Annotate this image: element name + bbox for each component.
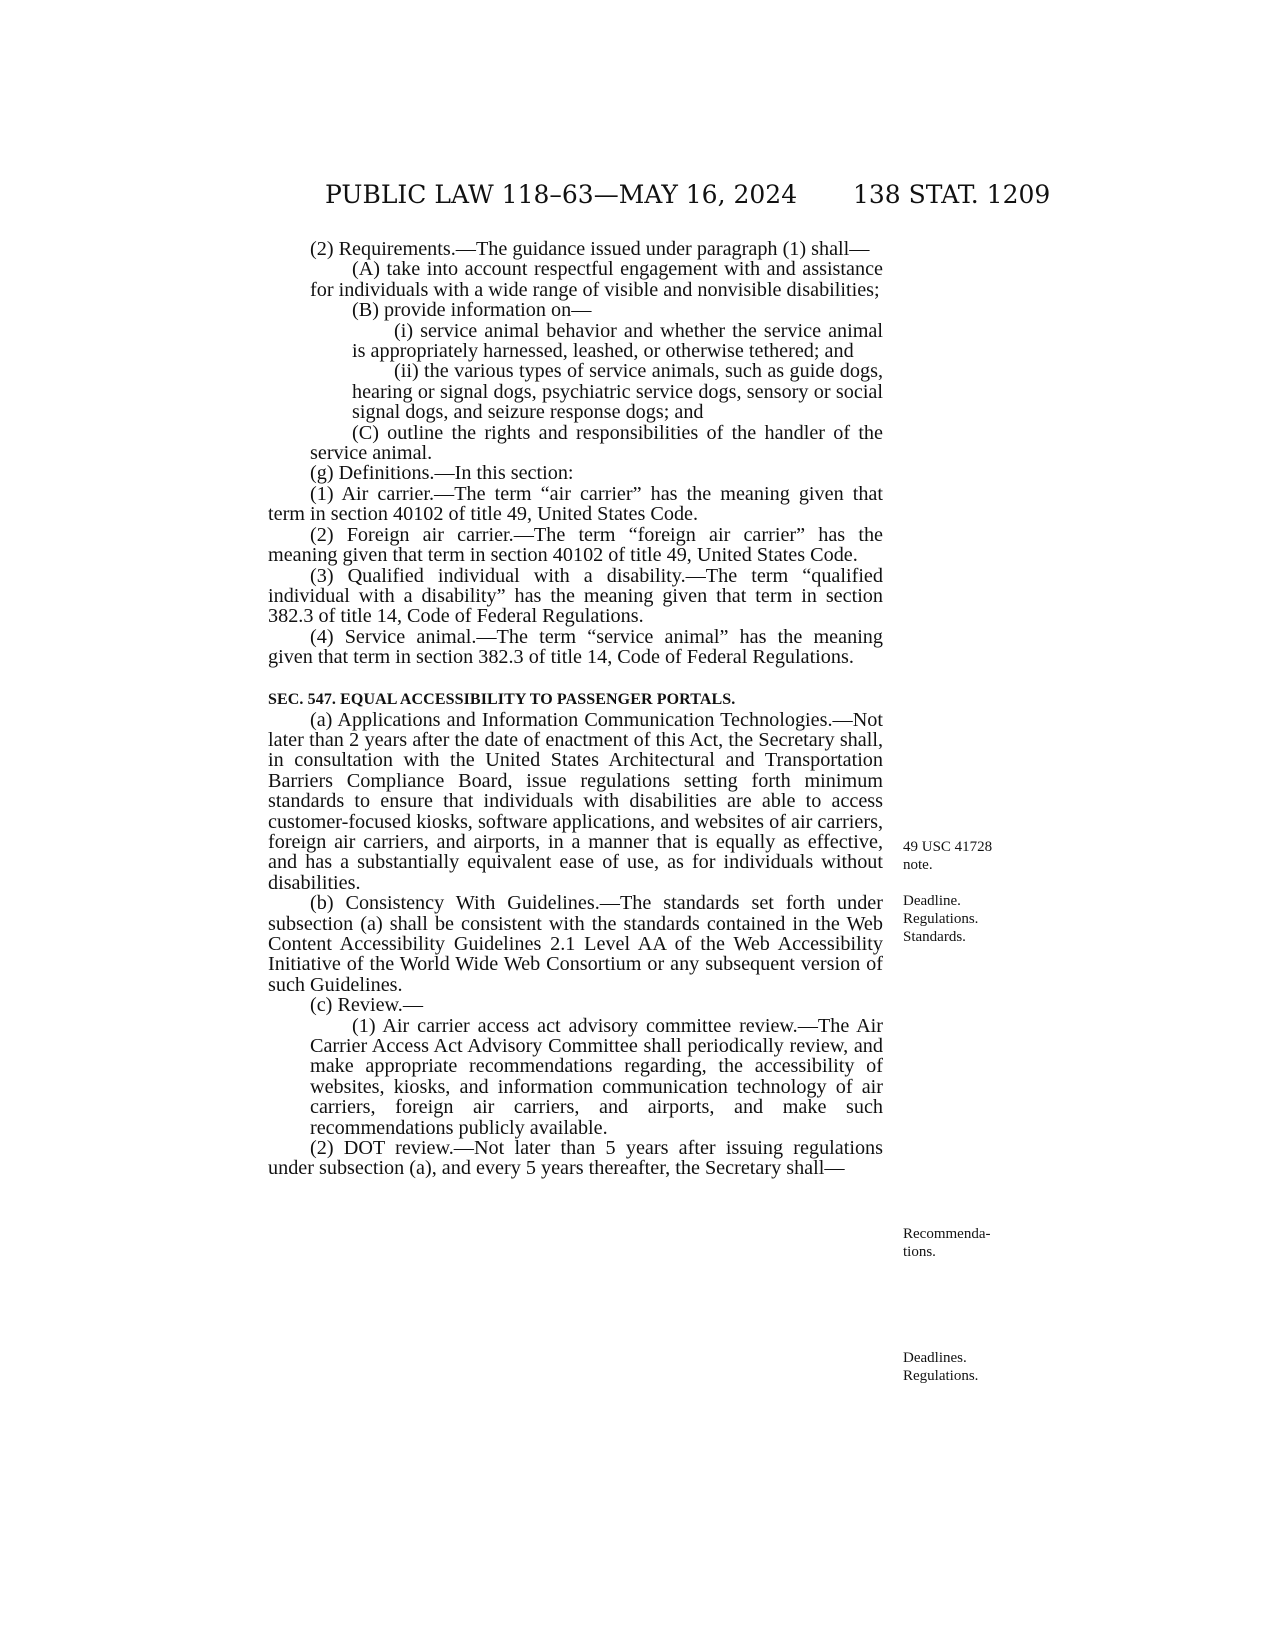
para-C: (C) outline the rights and responsibilities of the handler of the service animal.	[310, 421, 883, 465]
para-b-consistency: (b) Consistency With Guidelines.—The standards set forth under subsection (a) shall be consistent with the standards contained in the Web Content Accessibility Guidelines 2.1 Level AA of the Web Accessibility Initiative of the World Wide Web Consortium or any subsequent version of such Guidelines.	[268, 892, 883, 996]
para-c-review: (c) Review.—	[310, 994, 424, 1017]
margin-note-recommendations: Recommenda- tions.	[903, 1226, 991, 1260]
para-B-i: (i) service animal behavior and whether the service animal is appropriately harnessed, leashed, or otherwise tethered; and	[352, 319, 883, 363]
margin-note-deadlines: Deadlines. Regulations.	[903, 1350, 979, 1384]
section-heading: SEC. 547. EQUAL ACCESSIBILITY TO PASSENGER PORTALS.	[268, 690, 736, 708]
para-c2-dot-review: (2) DOT review.—Not later than 5 years after issuing regulations under subsection (a), and every 5 years thereafter, the Secretary shall—	[268, 1137, 883, 1180]
para-a-applications: (a) Applications and Information Communication Technologies.—Not later than 2 years after the date of enactment of this Act, the Secretary shall, in consultation with the United States Architectural and Transportation Barriers Compliance Board, issue regulations setting forth minimum standards to ensure that individuals with disabilities are able to access customer-focused kiosks, software applications, and websites of air carriers, foreign air carriers, and airports, in a manner that is equally as effective, and has a substantially equivalent ease of use, as for individuals without disabilities.	[268, 708, 883, 894]
def-service-animal: (4) Service animal.—The term “service animal” has the meaning given that term in section 382.3 of title 14, Code of Federal Regulations.	[268, 625, 883, 669]
def-qualified-individual: (3) Qualified individual with a disability.—The term “qualified individual with a disability” has the meaning given that term in section 382.3 of title 14, Code of Federal Regulations.	[268, 564, 883, 628]
margin-note-deadline: Deadline. Regulations. Standards.	[903, 893, 979, 945]
para-A: (A) take into account respectful engagement with and assistance for individuals with a wide range of visible and nonvisible disabilities;	[310, 258, 883, 301]
para-c1-advisory-review: (1) Air carrier access act advisory committee review.—The Air Carrier Access Act Advisory Committee shall periodically review, and make appropriate recommendations regarding, the accessibility of websites, kiosks, and information communication technology of air carriers, foreign air carriers, and airports, and make such recommendations publicly available.	[310, 1014, 883, 1139]
para-B: (B) provide information on—	[352, 299, 592, 322]
body-text	[268, 239, 883, 1179]
para-g-definitions: (g) Definitions.—In this section:	[310, 462, 574, 485]
running-head-title: PUBLIC LAW 118–63—MAY 16, 2024	[325, 180, 798, 209]
para-2-requirements: (2) Requirements.—The guidance issued under paragraph (1) shall—	[310, 238, 870, 260]
page-number: 138 STAT. 1209	[853, 180, 1051, 209]
def-foreign-air-carrier: (2) Foreign air carrier.—The term “foreign air carrier” has the meaning given that term in section 40102 of title 49, United States Code.	[268, 523, 883, 567]
def-air-carrier: (1) Air carrier.—The term “air carrier” has the meaning given that term in section 40102 of title 49, United States Code.	[268, 482, 883, 526]
para-B-ii: (ii) the various types of service animals, such as guide dogs, hearing or signal dogs, psychiatric service dogs, sensory or social signal dogs, and seizure response dogs; and	[352, 360, 883, 424]
margin-note-usc: 49 USC 41728 note.	[903, 839, 993, 873]
page-header	[0, 180, 1275, 220]
